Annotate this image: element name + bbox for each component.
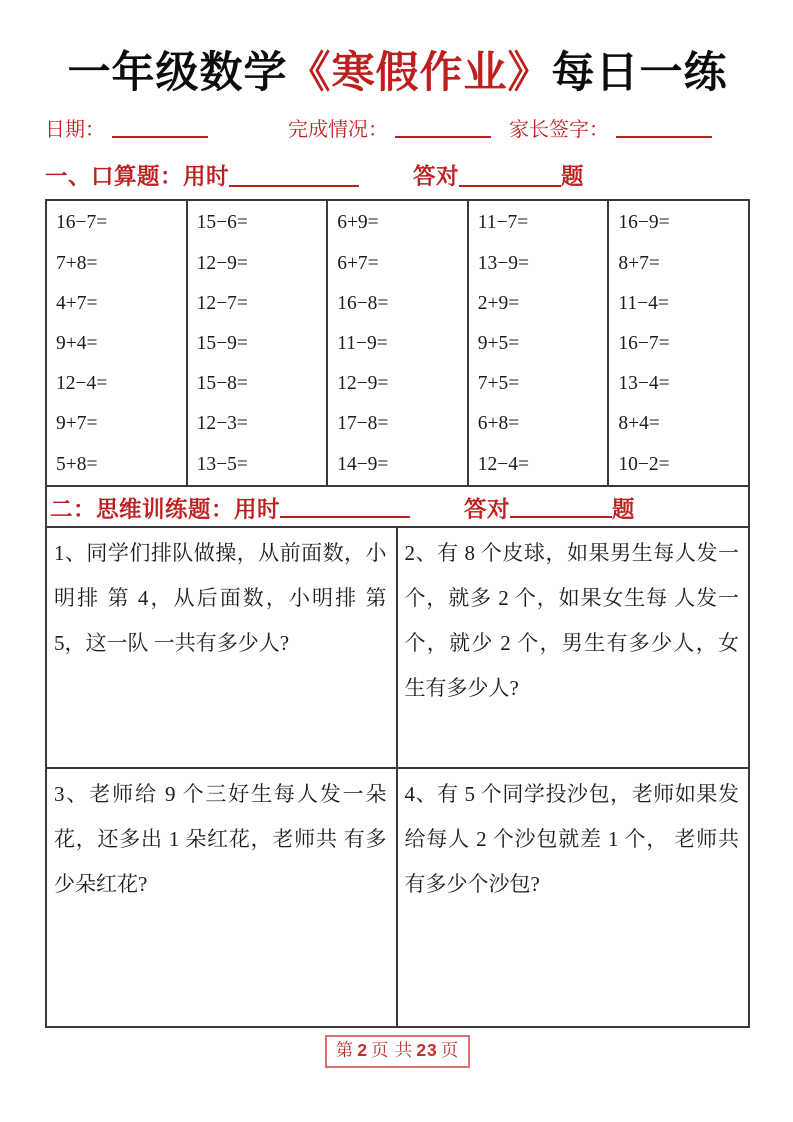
oral-problem: 12−4= bbox=[56, 373, 108, 395]
date-blank-line bbox=[112, 136, 208, 138]
section2-correct-label: 答对 bbox=[464, 497, 511, 523]
section2-label: 二：思维训练题：用时 bbox=[50, 497, 281, 523]
oral-problem: 12−3= bbox=[196, 413, 248, 435]
oral-problem: 11−9= bbox=[337, 333, 388, 355]
oral-problem: 6+9= bbox=[337, 212, 379, 234]
section2-suffix: 题 bbox=[612, 497, 636, 523]
title-grade-subject: 一年级数学 bbox=[67, 50, 288, 97]
completion-field bbox=[288, 113, 491, 142]
oral-problem: 16−7= bbox=[618, 333, 670, 355]
meta-row bbox=[45, 113, 750, 142]
completion-label: 完成情况： bbox=[288, 119, 388, 142]
signature-field bbox=[509, 113, 712, 142]
section1-time-blank-line bbox=[229, 185, 359, 187]
total-pages-number: 23 bbox=[416, 1040, 438, 1061]
section1-header bbox=[45, 159, 750, 191]
oral-problem: 4+7= bbox=[56, 292, 98, 314]
section1-correct-blank-line bbox=[459, 185, 561, 187]
signature-blank-line bbox=[616, 136, 712, 138]
oral-problem: 9+4= bbox=[56, 333, 98, 355]
oral-problem: 14−9= bbox=[337, 453, 389, 475]
oral-problem: 16−9= bbox=[618, 212, 670, 234]
oral-problem: 12−4= bbox=[477, 453, 530, 475]
oral-problem: 9+7= bbox=[56, 413, 98, 435]
oral-problem: 12−9= bbox=[196, 252, 248, 274]
signature-label: 家长签字： bbox=[509, 119, 609, 142]
oral-column-2 bbox=[188, 201, 329, 485]
oral-problem: 11−7= bbox=[477, 212, 529, 234]
oral-problem: 2+9= bbox=[477, 292, 520, 314]
oral-problem: 8+7= bbox=[618, 252, 660, 274]
word-problem-3: 3、老师给 9 个三好生每人发一朵花，还多出 1 朵红花，老师共 有多少朵红花? bbox=[47, 769, 398, 1026]
word-problems-table bbox=[47, 528, 748, 1026]
oral-problem: 7+8= bbox=[56, 252, 98, 274]
section2-time-blank-line bbox=[280, 516, 410, 518]
oral-problem: 8+4= bbox=[618, 413, 660, 435]
section2-correct-blank-line bbox=[510, 516, 612, 518]
date-field bbox=[45, 113, 208, 142]
oral-problem: 15−6= bbox=[196, 212, 248, 234]
oral-problem: 13−4= bbox=[618, 373, 670, 395]
oral-problem: 13−5= bbox=[196, 453, 248, 475]
oral-problem: 7+5= bbox=[477, 373, 520, 395]
oral-problem: 12−7= bbox=[196, 292, 248, 314]
oral-problem: 5+8= bbox=[56, 453, 98, 475]
oral-problem: 6+7= bbox=[337, 252, 379, 274]
page-indicator bbox=[325, 1035, 471, 1068]
oral-problems-table bbox=[47, 201, 748, 485]
completion-blank-line bbox=[395, 136, 491, 138]
worksheet-grid bbox=[45, 199, 750, 1028]
page-footer bbox=[45, 1035, 750, 1068]
oral-column-4 bbox=[469, 201, 610, 485]
oral-problem: 11−4= bbox=[618, 292, 669, 314]
oral-problem: 6+8= bbox=[477, 413, 520, 435]
page-mid: 页 共 bbox=[370, 1040, 414, 1061]
oral-column-3 bbox=[328, 201, 469, 485]
oral-problem: 9+5= bbox=[477, 333, 520, 355]
date-label: 日期： bbox=[45, 119, 105, 142]
title-book-name: 《寒假作业》 bbox=[287, 50, 552, 97]
section1-suffix: 题 bbox=[561, 164, 585, 190]
oral-column-5 bbox=[609, 201, 748, 485]
oral-column-1 bbox=[47, 201, 188, 485]
section2-header bbox=[47, 485, 748, 528]
oral-problem: 15−8= bbox=[196, 373, 248, 395]
page-title bbox=[45, 48, 750, 100]
oral-problem: 12−9= bbox=[337, 373, 389, 395]
word-problem-4: 4、有 5 个同学投沙包，老师如果发给每人 2 个沙包就差 1 个， 老师共有多少个沙包? bbox=[404, 782, 739, 897]
current-page-number: 2 bbox=[357, 1040, 368, 1061]
oral-problem: 17−8= bbox=[337, 413, 389, 435]
section1-correct-label: 答对 bbox=[413, 164, 460, 190]
word-problem-2: 2、有 8 个皮球，如果男生每人发一个，就多 2 个，如果女生每 人发一个，就少 2 个，男生有多少人，女生有多少人? bbox=[398, 528, 749, 769]
oral-problem: 15−9= bbox=[196, 333, 248, 355]
oral-problem: 16−7= bbox=[56, 212, 108, 234]
title-practice-suffix: 每日一练 bbox=[551, 50, 728, 97]
oral-problem: 10−2= bbox=[618, 453, 670, 475]
page-suffix: 页 bbox=[440, 1040, 460, 1061]
section1-label: 一、口算题：用时 bbox=[45, 164, 230, 190]
oral-problem: 13−9= bbox=[477, 252, 530, 274]
oral-problem: 16−8= bbox=[337, 292, 389, 314]
word-problem-1: 1、同学们排队做操，从前面数，小明排 第 4，从后面数，小明排 第 5，这一队 一共有多少人? bbox=[47, 528, 398, 769]
page-prefix: 第 bbox=[335, 1040, 355, 1061]
